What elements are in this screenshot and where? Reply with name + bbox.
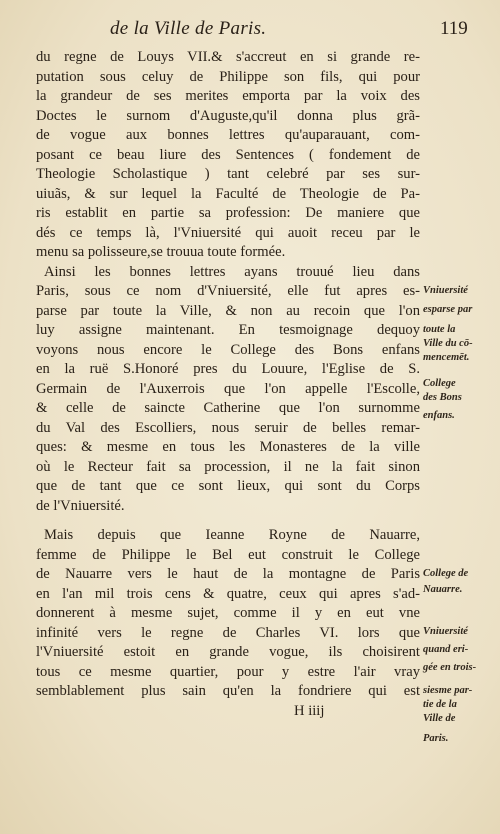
running-title: de la Ville de Paris. xyxy=(110,18,267,39)
text-line: ques: & mesme en tous les Monasteres de la ville xyxy=(36,439,420,455)
text-line: Mais depuis que Ieanne Royne de Nauarre, xyxy=(44,527,420,543)
margin-note: College de xyxy=(423,568,469,579)
margin-note: Paris. xyxy=(423,733,449,744)
text-line: putation sous celuy de Philippe son fils, qui pour xyxy=(36,68,420,85)
text-line: donnerent à mesme sujet, comme il y en eut vne xyxy=(36,605,420,621)
page-number: 119 xyxy=(440,18,468,39)
text-line: Theologie Scholastique ) tant celebré par ses sur- xyxy=(36,166,420,182)
text-line: Germain de l'Auxerrois que l'on appelle l'Escolle, xyxy=(36,380,420,397)
margin-note: des Bons xyxy=(423,392,462,403)
margin-note: siesme par- xyxy=(423,685,473,696)
text-line: Doctes le surnom d'Auguste,qu'il donna plus grã- xyxy=(36,107,420,124)
margin-note: Ville du cō- xyxy=(423,338,473,349)
margin-note: toute la xyxy=(423,324,456,335)
signature-mark: H iiij xyxy=(294,702,325,719)
text-line: infinité vers le regne de Charles VI. lors que xyxy=(36,624,420,641)
text-line: l'Vniuersité estoit en grande vogue, ils choisirent xyxy=(36,644,420,660)
margin-note: Vniuersité xyxy=(423,626,468,637)
margin-note: enfans. xyxy=(423,410,455,421)
text-line: posant ce beau liure des Sentences ( fondement de xyxy=(36,146,420,163)
body-text xyxy=(36,48,420,721)
text-line: femme de Philippe le Bel eut construit le College xyxy=(36,546,420,563)
text-line: luy assigne maintenant. En tesmoignage dequoy xyxy=(36,322,420,338)
text-line: semblablement plus sain qu'en la fondriere qui est xyxy=(36,683,420,699)
text-line: la grandeur de ses merites emporta par la voix des xyxy=(36,88,420,104)
text-line: de vogue aux bonnes lettres qu'auparauant, com- xyxy=(36,127,420,143)
text-line: Paris, sous ce nom d'Vniuersité, elle fut apres es- xyxy=(36,283,420,299)
text-line: que de tant que ce sont lieux, qui sont du Corps xyxy=(36,478,420,494)
text-line: en la ruë S.Honoré pres du Louure, l'Eglise de S. xyxy=(36,361,420,377)
text-line: dés ce temps là, l'Vniuersité qui auoit receu par le xyxy=(36,224,420,241)
text-line: uiuãs, & sur lequel la Faculté de Theologie de Pa- xyxy=(36,185,420,202)
margin-notes xyxy=(421,0,500,834)
margin-note: gée en trois- xyxy=(423,662,477,673)
text-line: en l'an mil trois cens & quatre, ceux qui apres s'ad- xyxy=(36,585,420,602)
text-line: voyons nous encore le College des Bons enfans xyxy=(36,341,420,358)
margin-note: esparse par xyxy=(423,304,473,315)
margin-note: Vniuersité xyxy=(423,285,468,296)
margin-note: College xyxy=(423,378,456,389)
text-line: tous ce mesme quartier, pour y estre l'air vray xyxy=(36,663,420,680)
text-line: de l'Vniuersité. xyxy=(36,497,125,514)
text-line: du Val des Escolliers, nous seruir de belles remar- xyxy=(36,419,420,436)
margin-note: tie de la xyxy=(423,699,457,710)
margin-note: Ville de xyxy=(423,713,456,724)
paragraph-gap xyxy=(36,516,420,526)
text-line: ris establit en partie sa profession: De maniere que xyxy=(36,205,420,221)
text-line: où le Recteur fait sa procession, il ne la fait sinon xyxy=(36,458,420,475)
text-line: du regne de Louys VII.& s'accreut en si grande re- xyxy=(36,49,420,65)
margin-note: mencemēt. xyxy=(423,352,470,363)
text-line: parse par toute la Ville, & non au recoin que l'on xyxy=(36,302,420,319)
text-line: Ainsi les bonnes lettres ayans trouué lieu dans xyxy=(44,263,420,280)
text-line: de Nauarre vers le haut de la montagne de Paris xyxy=(36,566,420,582)
margin-note: Nauarre. xyxy=(423,584,463,595)
text-line: menu sa polisseure,se trouua toute formée. xyxy=(36,244,286,260)
text-line: & celle de saincte Catherine que l'on surnomme xyxy=(36,400,420,416)
margin-note: quand eri- xyxy=(423,644,469,655)
